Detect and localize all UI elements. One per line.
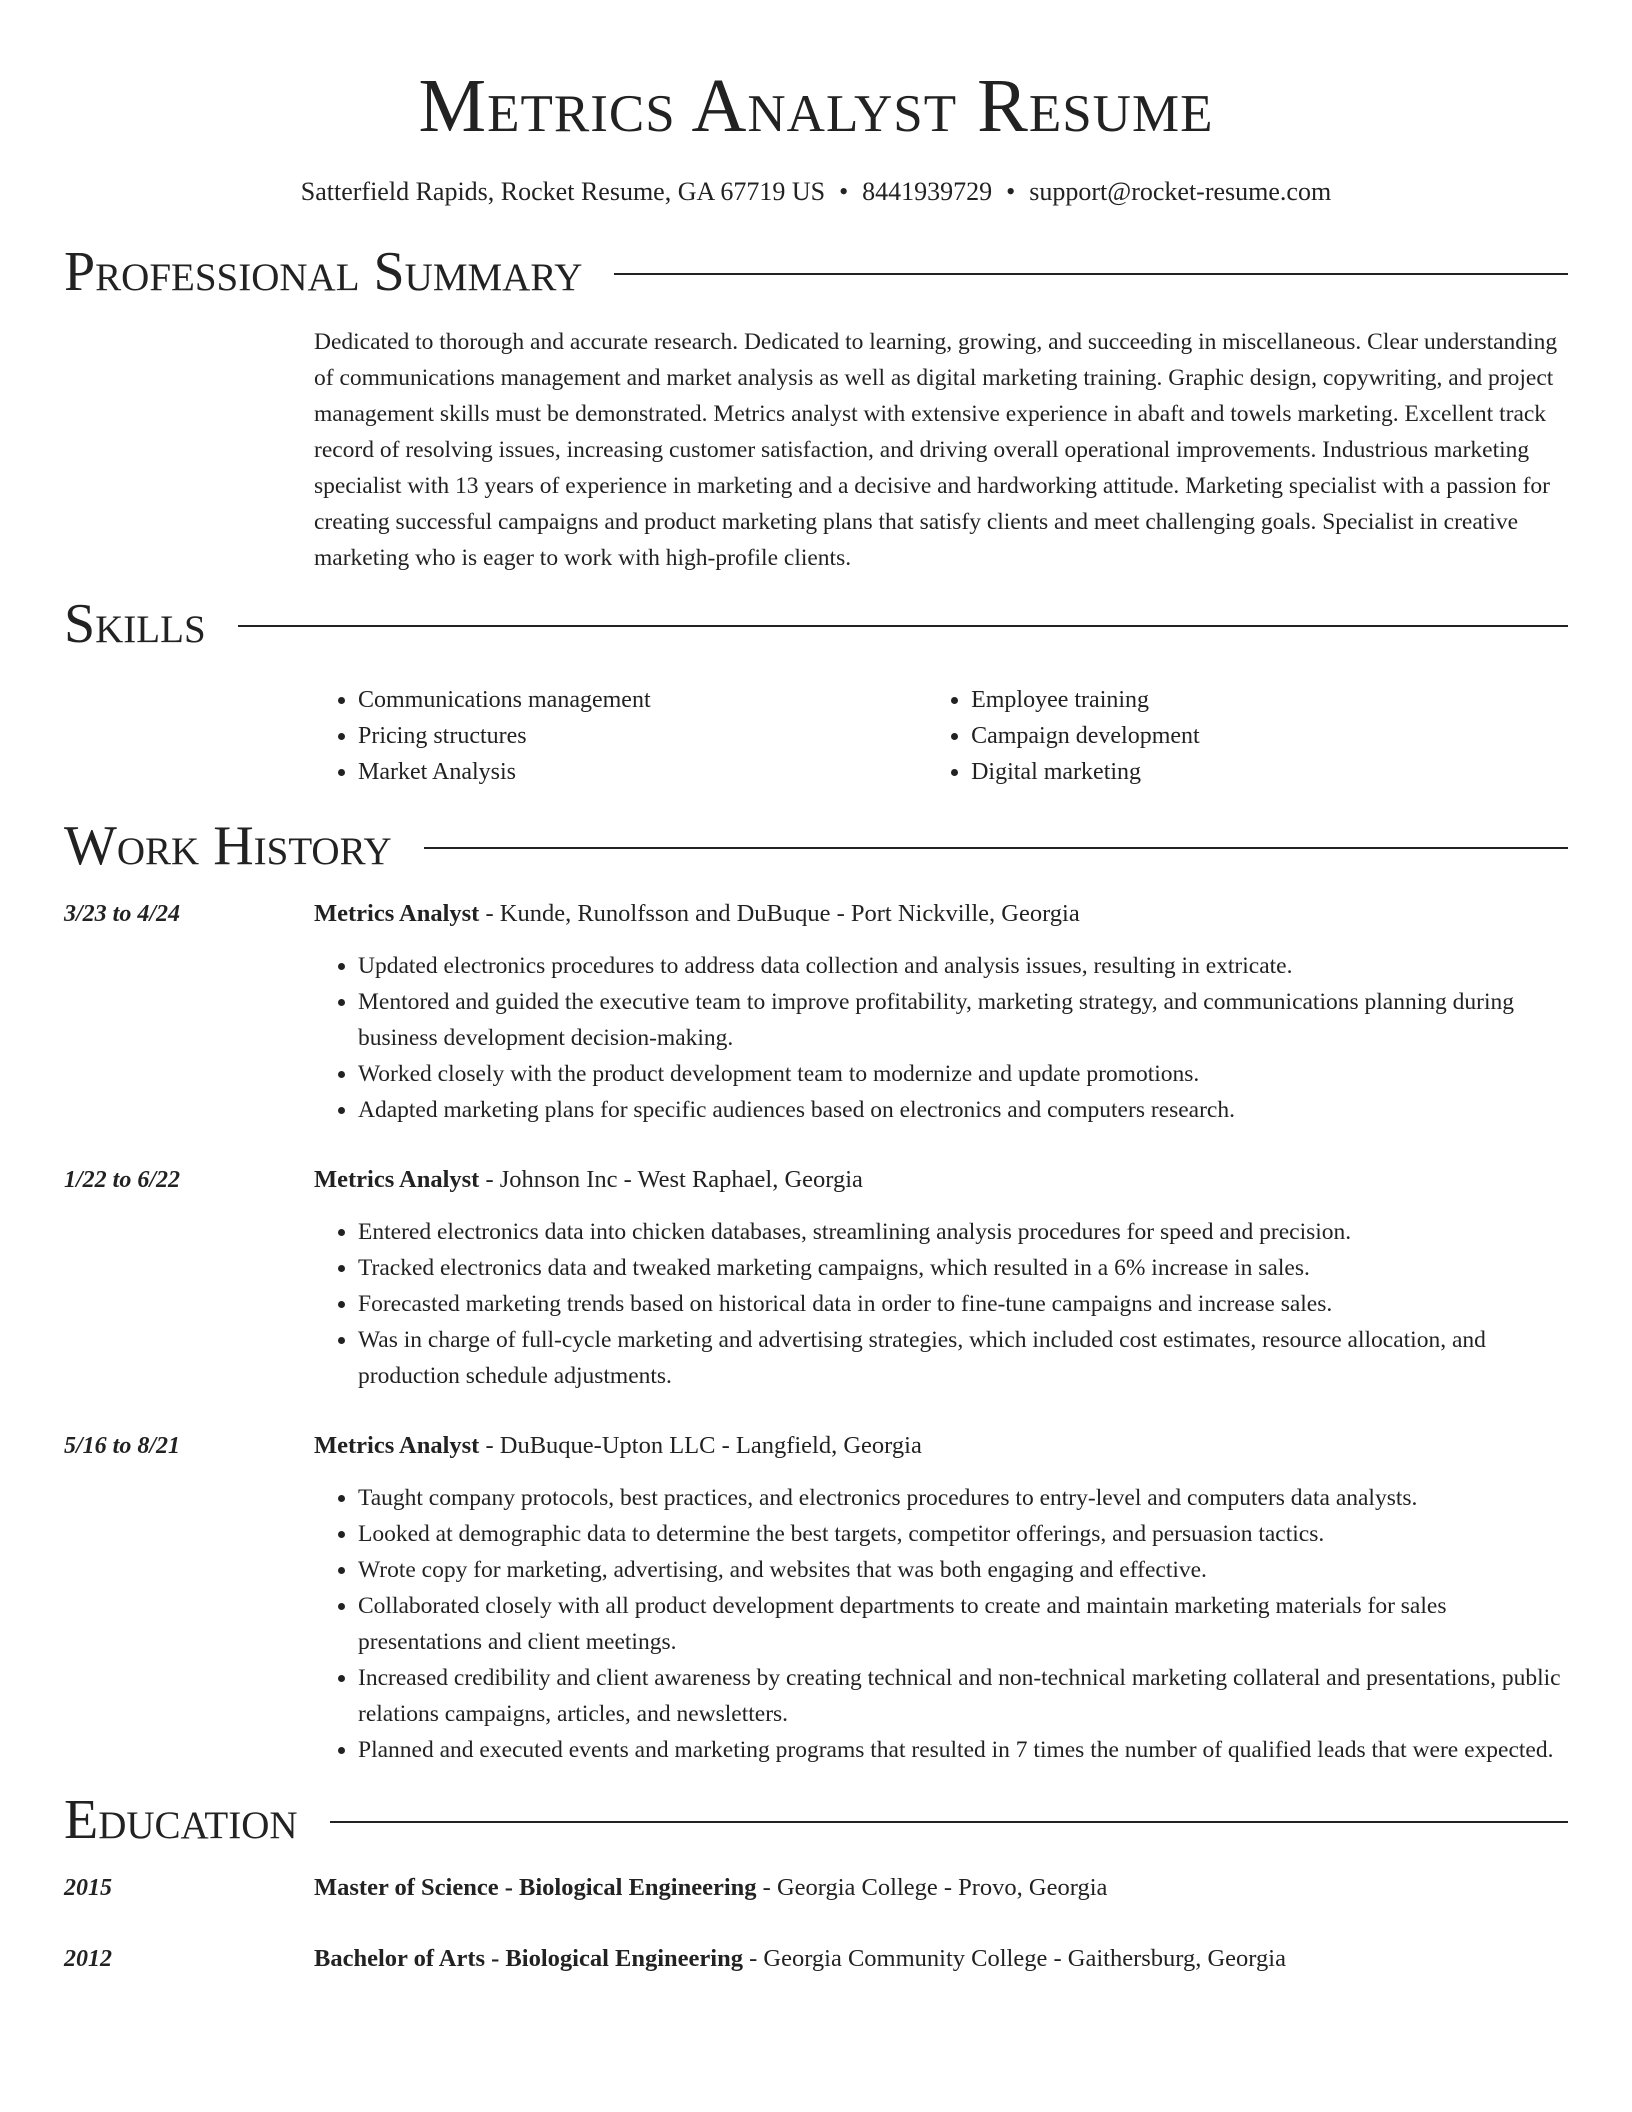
section-divider <box>424 847 1568 849</box>
skill-item: • Pricing structures <box>358 718 927 754</box>
job-body <box>314 1162 1568 1394</box>
job-bullets <box>314 1480 1568 1768</box>
job-bullet: • Taught company protocols, best practices, and electronics procedures to entry-level and computers data analysts. <box>358 1480 1568 1516</box>
skill-item: • Employee training <box>971 682 1568 718</box>
job-entry <box>64 1428 1568 1768</box>
job-header <box>314 1428 1568 1464</box>
job-bullet: • Planned and executed events and marketing programs that resulted in 7 times the number of qualified leads that were expected. <box>358 1732 1568 1768</box>
section-heading-work-history <box>64 814 1568 878</box>
job-bullets <box>314 948 1568 1128</box>
job-details: - Kunde, Runolfsson and DuBuque - Port Nickville, Georgia <box>479 900 1080 927</box>
contact-line <box>64 176 1568 208</box>
section-heading-skills <box>64 592 1568 656</box>
education-degree: Bachelor of Arts - Biological Engineering <box>314 1945 743 1972</box>
section-title: Education <box>64 1789 298 1851</box>
contact-address: Satterfield Rapids, Rocket Resume, GA 67719 US <box>300 177 826 206</box>
section-divider <box>614 273 1568 275</box>
skills-column-right <box>927 682 1568 790</box>
job-header <box>314 896 1568 932</box>
job-bullet: • Forecasted marketing trends based on historical data in order to fine-tune campaigns and increase sales. <box>358 1286 1568 1322</box>
skill-item: • Communications management <box>358 682 927 718</box>
education-header <box>314 1941 1568 1977</box>
job-bullets <box>314 1214 1568 1394</box>
section-divider <box>330 1821 1568 1823</box>
job-bullet: • Collaborated closely with all product development departments to create and maintain marketing materials for sales presentations and client meetings. <box>358 1588 1568 1660</box>
job-bullet: • Wrote copy for marketing, advertising, and websites that was both engaging and effective. <box>358 1552 1568 1588</box>
resume-title: Metrics Analyst Resume <box>418 64 1214 148</box>
skill-item: • Digital marketing <box>971 754 1568 790</box>
job-bullet: • Increased credibility and client awareness by creating technical and non-technical marketing collateral and presentations, public relations campaigns, articles, and newsletters. <box>358 1660 1568 1732</box>
job-title: Metrics Analyst <box>314 900 480 927</box>
section-heading-summary <box>64 240 1568 304</box>
job-bullet: • Was in charge of full-cycle marketing and advertising strategies, which included cost estimates, resource allocation, and production schedule adjustments. <box>358 1322 1568 1394</box>
summary-text: Dedicated to thorough and accurate research. Dedicated to learning, growing, and succeeding in miscellaneous. Clear understanding of communications management and market analysis as well as digital marketing training. Graphic design, copywriting, and project management skills must be demonstrated. Metrics analyst with extensive experience in abaft and towels marketing. Excellent track record of resolving issues, increasing customer satisfaction, and driving overall operational improvements. Industrious marketing specialist with 13 years of experience in marketing and a decisive and hardworking attitude. Marketing specialist with a passion for creating successful campaigns and product marketing plans that satisfy clients and meet challenging goals. Specialist in creative marketing who is eager to work with high-profile clients. <box>314 329 1558 571</box>
job-body <box>314 896 1568 1128</box>
job-bullet: • Adapted marketing plans for specific audiences based on electronics and computers research. <box>358 1092 1568 1128</box>
section-divider <box>238 625 1568 627</box>
education-header <box>314 1870 1568 1906</box>
job-dates: 5/16 to 8/21 <box>64 1433 181 1459</box>
resume-page <box>64 0 1568 1977</box>
job-dates: 3/23 to 4/24 <box>64 901 181 927</box>
job-entry <box>64 1162 1568 1394</box>
job-bullet: • Entered electronics data into chicken databases, streamlining analysis procedures for speed and precision. <box>358 1214 1568 1250</box>
job-bullet: • Mentored and guided the executive team to improve profitability, marketing strategy, and communications planning during business development decision-making. <box>358 984 1568 1056</box>
skill-item: • Campaign development <box>971 718 1568 754</box>
education-entry <box>64 1941 1568 1977</box>
section-title: Work History <box>64 815 392 877</box>
contact-email: support@rocket-resume.com <box>1029 177 1332 206</box>
skills-column-left <box>314 682 927 790</box>
contact-separator: • <box>1006 177 1016 206</box>
contact-phone: 8441939729 <box>862 177 993 206</box>
section-heading-education <box>64 1788 1568 1852</box>
job-header <box>314 1162 1568 1198</box>
job-entry <box>64 896 1568 1128</box>
job-bullet: • Looked at demographic data to determine the best targets, competitor offerings, and persuasion tactics. <box>358 1516 1568 1552</box>
job-bullet: • Tracked electronics data and tweaked marketing campaigns, which resulted in a 6% increase in sales. <box>358 1250 1568 1286</box>
education-year: 2015 <box>64 1875 112 1901</box>
job-body <box>314 1428 1568 1768</box>
job-details: - Johnson Inc - West Raphael, Georgia <box>479 1166 863 1193</box>
section-title: Skills <box>64 593 206 655</box>
job-details: - DuBuque-Upton LLC - Langfield, Georgia <box>479 1432 922 1459</box>
education-details: - Georgia College - Provo, Georgia <box>756 1874 1108 1901</box>
education-degree: Master of Science - Biological Engineering <box>314 1874 757 1901</box>
section-title: Professional Summary <box>64 241 583 303</box>
job-bullet: • Updated electronics procedures to address data collection and analysis issues, resulting in extricate. <box>358 948 1568 984</box>
job-bullet: • Worked closely with the product development team to modernize and update promotions. <box>358 1056 1568 1092</box>
skills-list <box>314 682 1568 790</box>
job-dates: 1/22 to 6/22 <box>64 1167 181 1193</box>
contact-separator: • <box>839 177 849 206</box>
education-details: - Georgia Community College - Gaithersburg, Georgia <box>742 1945 1286 1972</box>
skill-item: • Market Analysis <box>358 754 927 790</box>
job-title: Metrics Analyst <box>314 1432 480 1459</box>
education-entry <box>64 1870 1568 1906</box>
education-year: 2012 <box>64 1946 112 1972</box>
job-title: Metrics Analyst <box>314 1166 480 1193</box>
